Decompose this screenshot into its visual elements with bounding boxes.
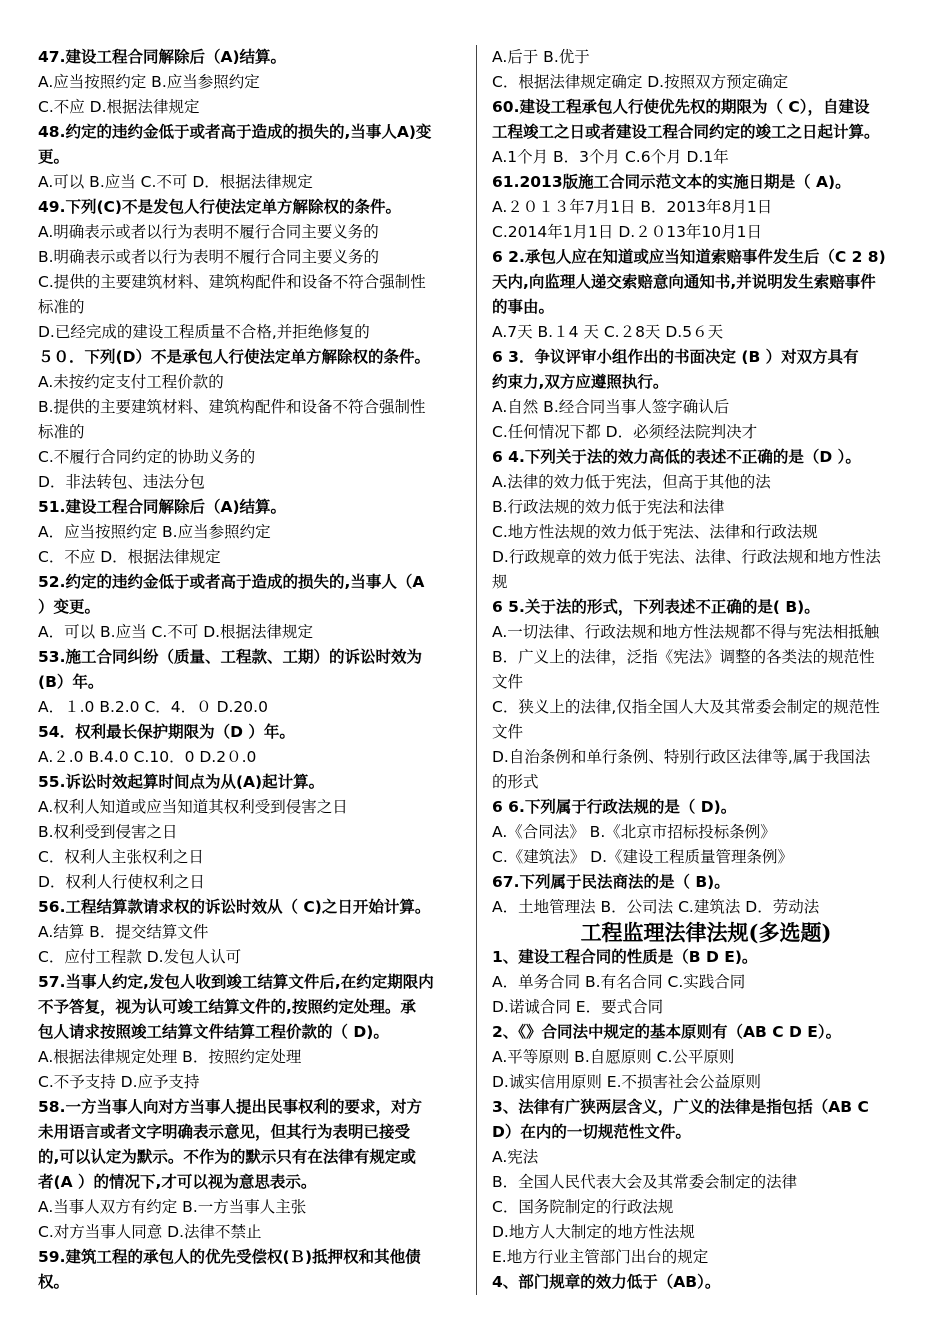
question-line: 57.当事人约定,发包人收到竣工结算文件后,在约定期限内 (38, 973, 434, 991)
option-line: 文件 (492, 723, 524, 741)
question-line: 不予答复，视为认可竣工结算文件的,按照约定处理。承 (38, 998, 416, 1016)
question-line: 58.一方当事人向对方当事人提出民事权利的要求，对方 (38, 1098, 422, 1116)
question-line: 49.下列(C)不是发包人行使法定单方解除权的条件。 (38, 198, 402, 216)
option-line: C．狭义上的法律,仅指全国人大及其常委会制定的规范性 (492, 698, 880, 716)
option-line: E.地方行业主管部门出台的规定 (492, 1248, 709, 1266)
option-line: B.权利受到侵害之日 (38, 823, 178, 841)
question-line: 4、部门规章的效力低于（AB）。 (492, 1273, 721, 1291)
option-line: B.提供的主要建筑材料、建筑构配件和设备不符合强制性 (38, 398, 426, 416)
option-line: A.权利人知道或应当知道其权利受到侵害之日 (38, 798, 348, 816)
option-line: C．应付工程款 D.发包人认可 (38, 948, 242, 966)
option-line: A.应当按照约定 B.应当参照约定 (38, 73, 260, 91)
option-line: A.一切法律、行政法规和地方性法规都不得与宪法相抵触 (492, 623, 880, 641)
option-line: A．应当按照约定 B.应当参照约定 (38, 523, 271, 541)
option-line: D.诺诚合同 E．要式合同 (492, 998, 664, 1016)
option-line: A.２.0 B.4.0 C.10．0 D.2０.0 (38, 748, 257, 766)
option-line: D．权利人行使权利之日 (38, 873, 205, 891)
question-line: 2、《》合同法中规定的基本原则有（AB C D E）。 (492, 1023, 842, 1041)
option-line: C．权利人主张权利之日 (38, 848, 204, 866)
option-line: C.不予支持 D.应予支持 (38, 1073, 200, 1091)
question-line: D）在内的一切规范性文件。 (492, 1123, 691, 1141)
question-line: 3、法律有广狭两层含义，广义的法律是指包括（AB C (492, 1098, 869, 1116)
option-line: A.后于 B.优于 (492, 48, 590, 66)
option-line: 规 (492, 573, 508, 591)
option-line: A．１.0 B.2.0 C．4．０ D.20.0 (38, 698, 268, 716)
option-line: D.自治条例和单行条例、特别行政区法律等,属于我国法 (492, 748, 871, 766)
option-line: A.结算 B．提交结算文件 (38, 923, 209, 941)
option-line: A.明确表示或者以行为表明不履行合同主要义务的 (38, 223, 379, 241)
question-line: 1、建设工程合同的性质是（B D E)。 (492, 948, 758, 966)
option-line: D.地方人大制定的地方性法规 (492, 1223, 695, 1241)
option-line: C．国务院制定的行政法规 (492, 1198, 674, 1216)
question-line: 52.约定的违约金低于或者高于造成的损失的,当事人（A (38, 573, 425, 591)
option-line: A.1个月 B．3个月 C.6个月 D.1年 (492, 148, 729, 166)
right-column (492, 45, 920, 1295)
option-line: A.7天 B.１4 天 C.２8天 D.5６天 (492, 323, 724, 341)
section-heading: 工程监理法律法规(多选题) (580, 920, 832, 945)
option-line: C．不应 D．根据法律规定 (38, 548, 221, 566)
option-line: A.平等原则 B.自愿原则 C.公平原则 (492, 1048, 735, 1066)
option-line: A．单务合同 B.有名合同 C.实践合同 (492, 973, 746, 991)
option-line: 的形式 (492, 773, 539, 791)
question-line: ５０．下列(D）不是承包人行使法定单方解除权的条件。 (38, 348, 430, 366)
question-line: 60.建设工程承包人行使优先权的期限为（ C），自建设 (492, 98, 870, 116)
option-line: C.《建筑法》 D.《建设工程质量管理条例》 (492, 848, 794, 866)
question-line: 6 2.承包人应在知道或应当知道索赔事件发生后（C 2 8) (492, 248, 886, 266)
option-line: A.未按约定支付工程价款的 (38, 373, 224, 391)
question-line: 的,可以认定为默示。不作为的默示只有在法律有规定或 (38, 1148, 416, 1166)
question-line: 61.2013版施工合同示范文本的实施日期是（ A)。 (492, 173, 851, 191)
left-column (38, 45, 466, 1295)
question-line: 权。 (38, 1273, 70, 1291)
option-line: A．土地管理法 B．公司法 C.建筑法 D．劳动法 (492, 898, 820, 916)
option-line: A.当事人双方有约定 B.一方当事人主张 (38, 1198, 307, 1216)
option-line: A.根据法律规定处理 B．按照约定处理 (38, 1048, 302, 1066)
option-line: B.行政法规的效力低于宪法和法律 (492, 498, 725, 516)
option-line: C.不应 D.根据法律规定 (38, 98, 200, 116)
option-line: C.不履行合同约定的协助义务的 (38, 448, 256, 466)
option-line: C.任何情况下都 D．必须经法院判决才 (492, 423, 758, 441)
question-line: 约束力,双方应遵照执行。 (492, 373, 669, 391)
question-line: 56.工程结算款请求权的诉讼时效从（ C)之日开始计算。 (38, 898, 431, 916)
option-line: C.地方性法规的效力低于宪法、法律和行政法规 (492, 523, 818, 541)
option-line: 标准的 (38, 423, 85, 441)
question-line: 55.诉讼时效起算时间点为从(A)起计算。 (38, 773, 325, 791)
question-line: 48.约定的违约金低于或者高于造成的损失的,当事人A)变 (38, 123, 432, 141)
question-line: 工程竣工之日或者建设工程合同约定的竣工之日起计算。 (492, 123, 880, 141)
option-line: A．可以 B.应当 C.不可 D.根据法律规定 (38, 623, 314, 641)
option-line: C.对方当事人同意 D.法律不禁止 (38, 1223, 262, 1241)
option-line: D.已经完成的建设工程质量不合格,并拒绝修复的 (38, 323, 370, 341)
question-line: 54．权利最长保护期限为（D ）年。 (38, 723, 295, 741)
question-line: 47.建设工程合同解除后（A)结算。 (38, 48, 287, 66)
option-line: C．根据法律规定确定 D.按照双方预定确定 (492, 73, 789, 91)
question-line: ）变更。 (38, 598, 101, 616)
question-line: 6 3．争议评审小组作出的书面决定 (B ）对双方具有 (492, 348, 859, 366)
option-line: C.提供的主要建筑材料、建筑构配件和设备不符合强制性 (38, 273, 426, 291)
column-divider (476, 45, 477, 1295)
option-line: B．广义上的法律，泛指《宪法》调整的各类法的规范性 (492, 648, 875, 666)
option-line: D.行政规章的效力低于宪法、法律、行政法规和地方性法 (492, 548, 881, 566)
question-line: 67.下列属于民法商法的是（ B)。 (492, 873, 730, 891)
question-line: 包人请求按照竣工结算文件结算工程价款的（ D)。 (38, 1023, 389, 1041)
question-line: 59.建筑工程的承包人的优先受偿权(Ｂ)抵押权和其他债 (38, 1248, 421, 1266)
option-line: 文件 (492, 673, 524, 691)
option-line: D.诚实信用原则 E.不损害社会公益原则 (492, 1073, 762, 1091)
question-line: 6 4.下列关于法的效力高低的表述不正确的是（D ）。 (492, 448, 861, 466)
question-line: 更。 (38, 148, 70, 166)
question-line: 未用语言或者文字明确表示意见，但其行为表明已接受 (38, 1123, 411, 1141)
option-line: A.宪法 (492, 1148, 539, 1166)
option-line: B.明确表示或者以行为表明不履行合同主要义务的 (38, 248, 380, 266)
option-line: C.2014年1月1日 D.２０13年10月1日 (492, 223, 763, 241)
question-line: (B）年。 (38, 673, 104, 691)
option-line: 标准的 (38, 298, 85, 316)
option-line: A.自然 B.经合同当事人签字确认后 (492, 398, 730, 416)
question-line: 6 5.关于法的形式，下列表述不正确的是( B)。 (492, 598, 820, 616)
option-line: A.２０１３年7月1日 B．2013年8月1日 (492, 198, 773, 216)
option-line: A.法律的效力低于宪法，但高于其他的法 (492, 473, 771, 491)
question-line: 者(A ）的情况下,才可以视为意思表示。 (38, 1173, 317, 1191)
question-line: 天内,向监理人递交索赔意向通知书,并说明发生索赔事件 (492, 273, 876, 291)
question-line: 的事由。 (492, 298, 555, 316)
option-line: A.《合同法》 B.《北京市招标投标条例》 (492, 823, 776, 841)
question-line: 53.施工合同纠纷（质量、工程款、工期）的诉讼时效为 (38, 648, 422, 666)
option-line: A.可以 B.应当 C.不可 D．根据法律规定 (38, 173, 313, 191)
question-line: 6 6.下列属于行政法规的是（ D)。 (492, 798, 737, 816)
question-line: 51.建设工程合同解除后（A)结算。 (38, 498, 287, 516)
option-line: D．非法转包、违法分包 (38, 473, 205, 491)
option-line: B．全国人民代表大会及其常委会制定的法律 (492, 1173, 798, 1191)
